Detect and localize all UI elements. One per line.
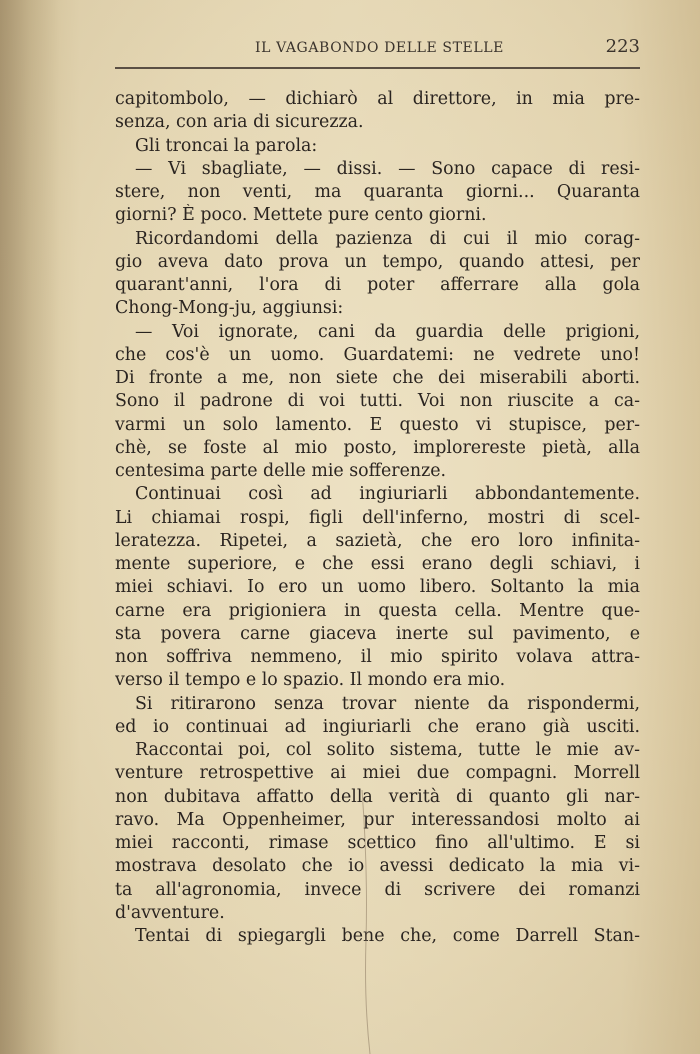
text-line: Ricordandomi della pazienza di cui il mio corag- bbox=[135, 228, 640, 249]
text-line: Continuai così ad ingiuriarli abbondantemente. bbox=[135, 484, 640, 505]
text-line: Tentai di spiegargli bene che, come Darrell Stan- bbox=[135, 926, 640, 946]
header-rule bbox=[115, 67, 640, 69]
text-line: non dubitava affatto della verità di quanto gli nar- bbox=[115, 786, 640, 807]
text-line: Si ritirarono senza trovar niente da rispondermi, bbox=[135, 693, 640, 714]
text-line: gio aveva dato prova un tempo, quando attesi, per bbox=[115, 251, 640, 272]
gutter-shadow bbox=[0, 0, 60, 1054]
text-line: leratezza. Ripetei, a sazietà, che ero loro infinita- bbox=[115, 530, 640, 551]
text-line: carne era prigioniera in questa cella. Mentre que- bbox=[115, 600, 640, 621]
text-line: miei schiavi. Io ero un uomo libero. Soltanto la mia bbox=[115, 577, 640, 598]
running-head bbox=[115, 38, 640, 62]
page-number: 223 bbox=[605, 36, 640, 57]
text-line: centesima parte delle mie sofferenze. bbox=[115, 461, 447, 481]
running-title: IL VAGABONDO DELLE STELLE bbox=[255, 40, 504, 56]
text-line: sta povera carne giaceva inerte sul pavimento, e bbox=[115, 623, 640, 644]
text-line: varmi un solo lamento. E questo vi stupisce, per- bbox=[115, 414, 640, 435]
text-line: giorni? È poco. Mettete pure cento giorni. bbox=[115, 205, 487, 226]
page-crease bbox=[360, 790, 380, 1054]
text-line: mostrava desolato che io avessi dedicato la mia vi- bbox=[115, 856, 640, 877]
text-line: non soffriva nemmeno, il mio spirito volava attra- bbox=[115, 647, 640, 667]
text-line: d'avventure. bbox=[115, 902, 225, 923]
text-line: Di fronte a me, non siete che dei miserabili aborti. bbox=[115, 368, 640, 388]
text-line: ravo. Ma Oppenheimer, pur interessandosi molto ai bbox=[115, 809, 640, 830]
text-line: ta all'agronomia, invece di scrivere dei romanzi bbox=[115, 879, 640, 900]
text-line: — Vi sbagliate, — dissi. — Sono capace di resi- bbox=[135, 158, 640, 179]
text-line: chè, se foste al mio posto, implorereste pietà, alla bbox=[115, 437, 640, 458]
text-line: miei racconti, rimase scettico fino all'ultimo. E si bbox=[115, 833, 640, 853]
text-line: Sono il padrone di voi tutti. Voi non riuscite a ca- bbox=[115, 391, 640, 412]
text-line: Raccontai poi, col solito sistema, tutte le mie av- bbox=[135, 740, 640, 760]
text-line: quarant'anni, l'ora di poter afferrare alla gola bbox=[115, 275, 640, 295]
text-line: capitombolo, — dichiarò al direttore, in mia pre- bbox=[115, 89, 640, 109]
text-line: verso il tempo e lo spazio. Il mondo era mio. bbox=[115, 670, 506, 691]
text-line: mente superiore, e che essi erano degli schiavi, i bbox=[115, 554, 640, 574]
text-line: — Voi ignorate, cani da guardia delle prigioni, bbox=[135, 321, 640, 342]
text-line: che cos'è un uomo. Guardatemi: ne vedrete uno! bbox=[115, 344, 640, 365]
text-line: Gli troncai la parola: bbox=[135, 135, 318, 156]
text-line: senza, con aria di sicurezza. bbox=[115, 112, 364, 133]
text-line: stere, non venti, ma quaranta giorni... Quaranta bbox=[115, 182, 640, 202]
text-line: ed io continuai ad ingiuriarli che erano già usciti. bbox=[115, 716, 640, 737]
text-line: Chong-Mong-ju, aggiunsi: bbox=[115, 298, 344, 319]
text-line: venture retrospettive ai miei due compagni. Morrell bbox=[115, 763, 640, 784]
text-line: Li chiamai rospi, figli dell'inferno, mostri di scel- bbox=[115, 507, 640, 528]
